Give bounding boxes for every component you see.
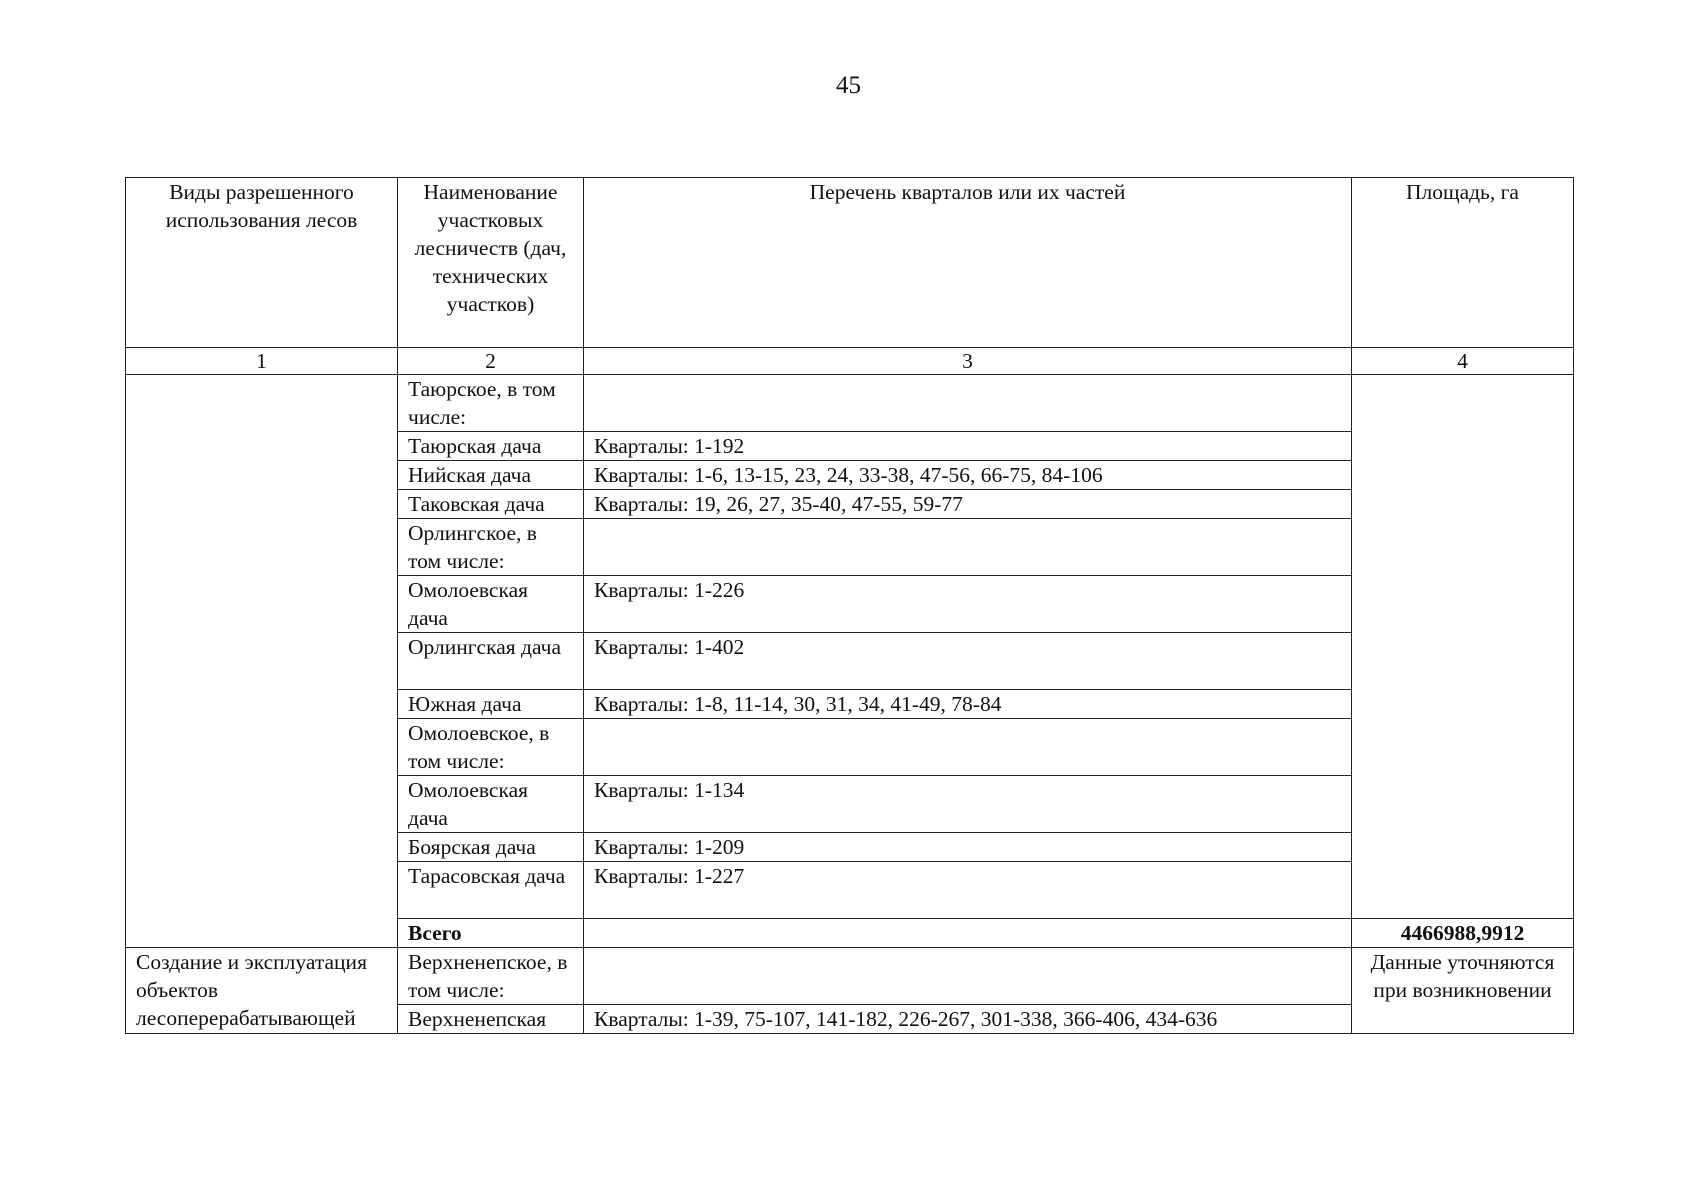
table-row — [126, 375, 1574, 432]
usage-type: Создание и эксплуатация объектов лесоперерабатывающей — [126, 948, 398, 1034]
forestry-name: Таюрское, в том числе: — [398, 375, 584, 432]
header-forestry-name: Наименование участковых лесничеств (дач, технических участков) — [398, 178, 584, 348]
header-quarters-list: Перечень кварталов или их частей — [584, 178, 1352, 348]
header-usage-type: Виды разрешенного использования лесов — [126, 178, 398, 348]
quarters-list: Кварталы: 1-134 — [584, 776, 1352, 833]
quarters-list: Кварталы: 1-192 — [584, 432, 1352, 461]
table-header-row — [126, 178, 1574, 348]
quarters-list — [584, 375, 1352, 432]
forestry-name: Боярская дача — [398, 833, 584, 862]
area-cell — [1352, 375, 1574, 919]
forestry-name: Омолоевская дача — [398, 576, 584, 633]
column-number: 1 — [126, 348, 398, 375]
column-number: 2 — [398, 348, 584, 375]
column-number: 3 — [584, 348, 1352, 375]
forest-use-table — [125, 177, 1574, 1034]
quarters-list: Кварталы: 19, 26, 27, 35-40, 47-55, 59-77 — [584, 490, 1352, 519]
total-label: Всего — [398, 919, 584, 948]
quarters-list: Кварталы: 1-209 — [584, 833, 1352, 862]
forestry-name: Верхненепская — [398, 1005, 584, 1034]
quarters-list: Кварталы: 1-39, 75-107, 141-182, 226-267, 301-338, 366-406, 434-636 — [584, 1005, 1352, 1034]
forestry-name: Южная дача — [398, 690, 584, 719]
column-number: 4 — [1352, 348, 1574, 375]
quarters-list: Кварталы: 1-227 — [584, 862, 1352, 919]
quarters-list: Кварталы: 1-226 — [584, 576, 1352, 633]
quarters-list — [584, 519, 1352, 576]
total-quarters — [584, 919, 1352, 948]
column-number-row — [126, 348, 1574, 375]
forestry-name: Таюрская дача — [398, 432, 584, 461]
forestry-name: Орлингская дача — [398, 633, 584, 690]
quarters-list — [584, 719, 1352, 776]
forestry-name: Нийская дача — [398, 461, 584, 490]
forestry-name: Омолоевское, в том числе: — [398, 719, 584, 776]
usage-type-cell — [126, 375, 398, 948]
forestry-name: Верхненепское, в том числе: — [398, 948, 584, 1005]
forestry-name: Орлингское, в том числе: — [398, 519, 584, 576]
forestry-name: Таковская дача — [398, 490, 584, 519]
quarters-list: Кварталы: 1-6, 13-15, 23, 24, 33-38, 47-56, 66-75, 84-106 — [584, 461, 1352, 490]
forestry-name: Омолоевская дача — [398, 776, 584, 833]
header-area: Площадь, га — [1352, 178, 1574, 348]
table-row — [126, 948, 1574, 1005]
quarters-list — [584, 948, 1352, 1005]
quarters-list: Кварталы: 1-402 — [584, 633, 1352, 690]
quarters-list: Кварталы: 1-8, 11-14, 30, 31, 34, 41-49, 78-84 — [584, 690, 1352, 719]
total-area: 4466988,9912 — [1352, 919, 1574, 948]
page-number: 45 — [836, 72, 861, 99]
forestry-name: Тарасовская дача — [398, 862, 584, 919]
area-note: Данные уточняются при возникновении — [1352, 948, 1574, 1034]
